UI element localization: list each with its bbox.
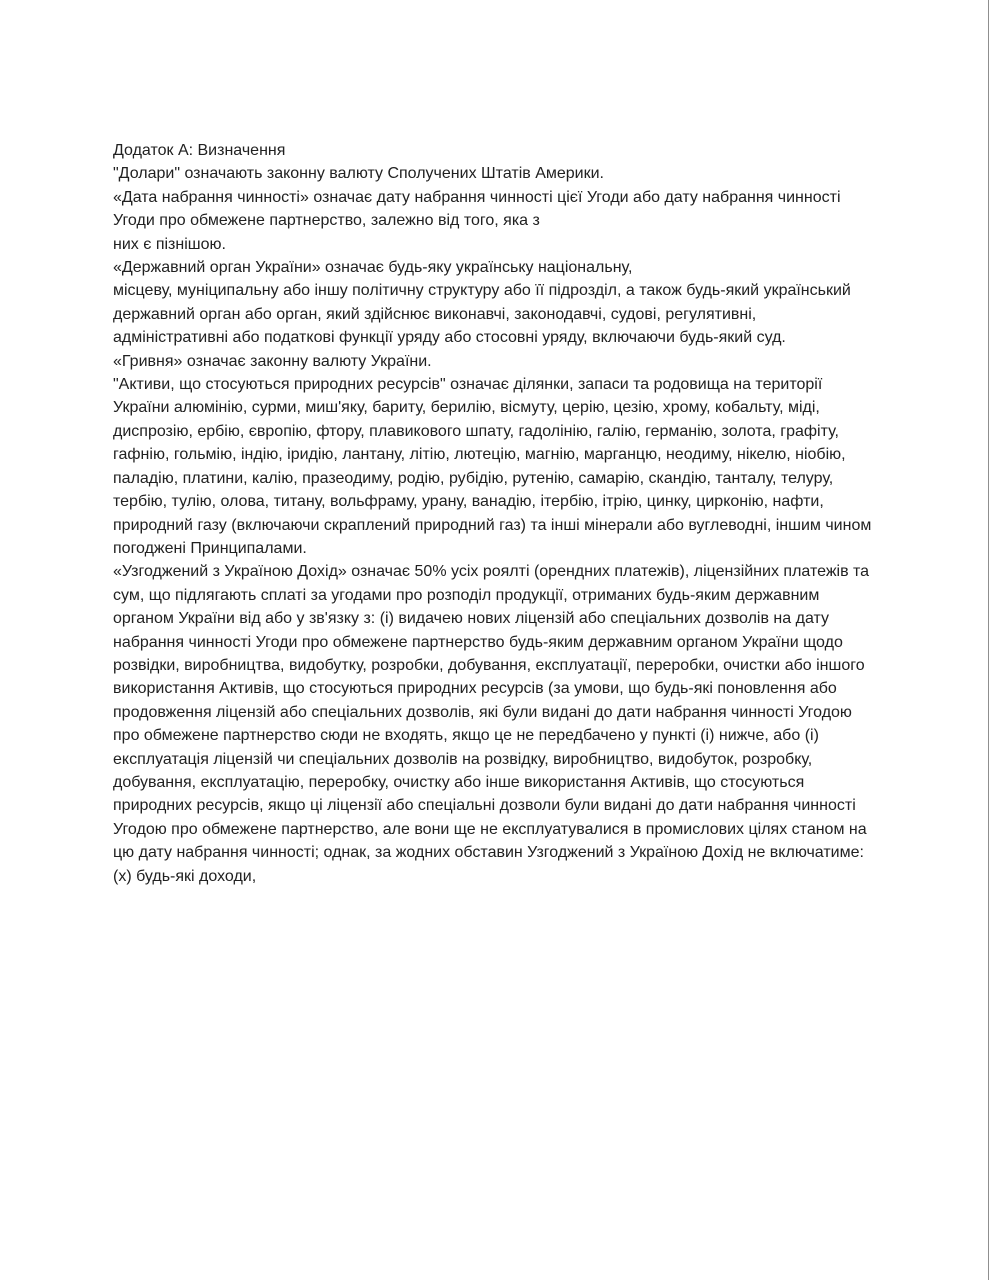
right-edge-border	[988, 0, 989, 1280]
document-text-block	[113, 139, 875, 888]
definition-paragraph-effective-date: «Дата набрання чинності» означає дату набрання чинності цієї Угоди або дату набрання чинності Угоди про обмежене партнерство, залежно від того, яка з	[113, 188, 841, 230]
definition-paragraph-later-of: них є пізнішою.	[113, 235, 226, 253]
definition-paragraph-ukraine-agreed-revenue: «Узгоджений з Україною Дохід» означає 50% усіх роялті (орендних платежів), ліцензійних платежів та сум, що підлягають сплаті за угодами про розподіл продукції, отриманих будь-яким державним органом України від або у зв'язку з: (і) видачею нових ліцензій або спеціальних дозволів на дату набрання чинності Угоди про обмежене партнерство будь-яким державним органом України щодо розвідки, виробництва, видобутку, розробки, добування, експлуатації, переробки, очистки або іншого використання Активів, що стосуються природних ресурсів (за умови, що будь-які поновлення або продовження ліцензій або спеціальних дозволів, які були видані до дати набрання чинності Угодою про обмежене партнерство сюди не входять, якщо це не передбачено у пункті (і) нижче, або (і) експлуатація ліцензій чи спеціальних дозволів на розвідку, виробництво, видобуток, розробку, добування, експлуатацію, переробку, очистку або інше використання Активів, що стосуються природних ресурсів, якщо ці ліцензії або спеціальні дозволи були видані до дати набрання чинності Угодою про обмежене партнерство, але вони ще не експлуатувалися в промислових цілях станом на цю дату набрання чинності; однак, за жодних обставин Узгоджений з Україною Дохід не включатиме: (х) будь-які доходи,	[113, 563, 870, 885]
definition-paragraph-dollars: "Долари" означають законну валюту Сполучених Штатів Америки.	[113, 165, 604, 183]
definition-paragraph-gov-body-intro: «Державний орган України» означає будь-яку українську національну,	[113, 259, 633, 277]
definition-paragraph-natural-resource-assets: "Активи, що стосуються природних ресурсів" означає ділянки, запаси та родовища на території України алюмінію, сурми, миш'яку, бариту, берилію, вісмуту, церію, цезію, хрому, кобальту, міді, диспрозію, ербію, європію, фтору, плавикового шпату, гадолінію, галію, германію, золота, графіту, гафнію, гольмію, індію, іридію, лантану, літію, лютецію, магнію, марганцю, неодиму, нікелю, ніобію, паладію, платини, калію, празеодиму, родію, рубідію, рутенію, самарію, скандію, танталу, телуру, тербію, тулію, олова, титану, вольфраму, урану, ванадію, ітербію, ітрію, цинку, цирконію, нафти, природний газу (включаючи скраплений природний газ) та інші мінерали або вуглеводні, іншим чином погоджені Принципалами.	[113, 376, 872, 557]
appendix-heading: Додаток А: Визначення	[113, 142, 286, 159]
definition-paragraph-gov-body: місцеву, муніципальну або іншу політичну структуру або її підрозділ, а також будь-який український державний орган або орган, який здійснює виконавчі, законодавчі, судові, регулятивні, адміністративні або податкові функції уряду або стосовні уряду, включаючи будь-який суд.	[113, 282, 851, 347]
definition-paragraph-hryvnia: «Гривня» означає законну валюту України.	[113, 352, 432, 370]
